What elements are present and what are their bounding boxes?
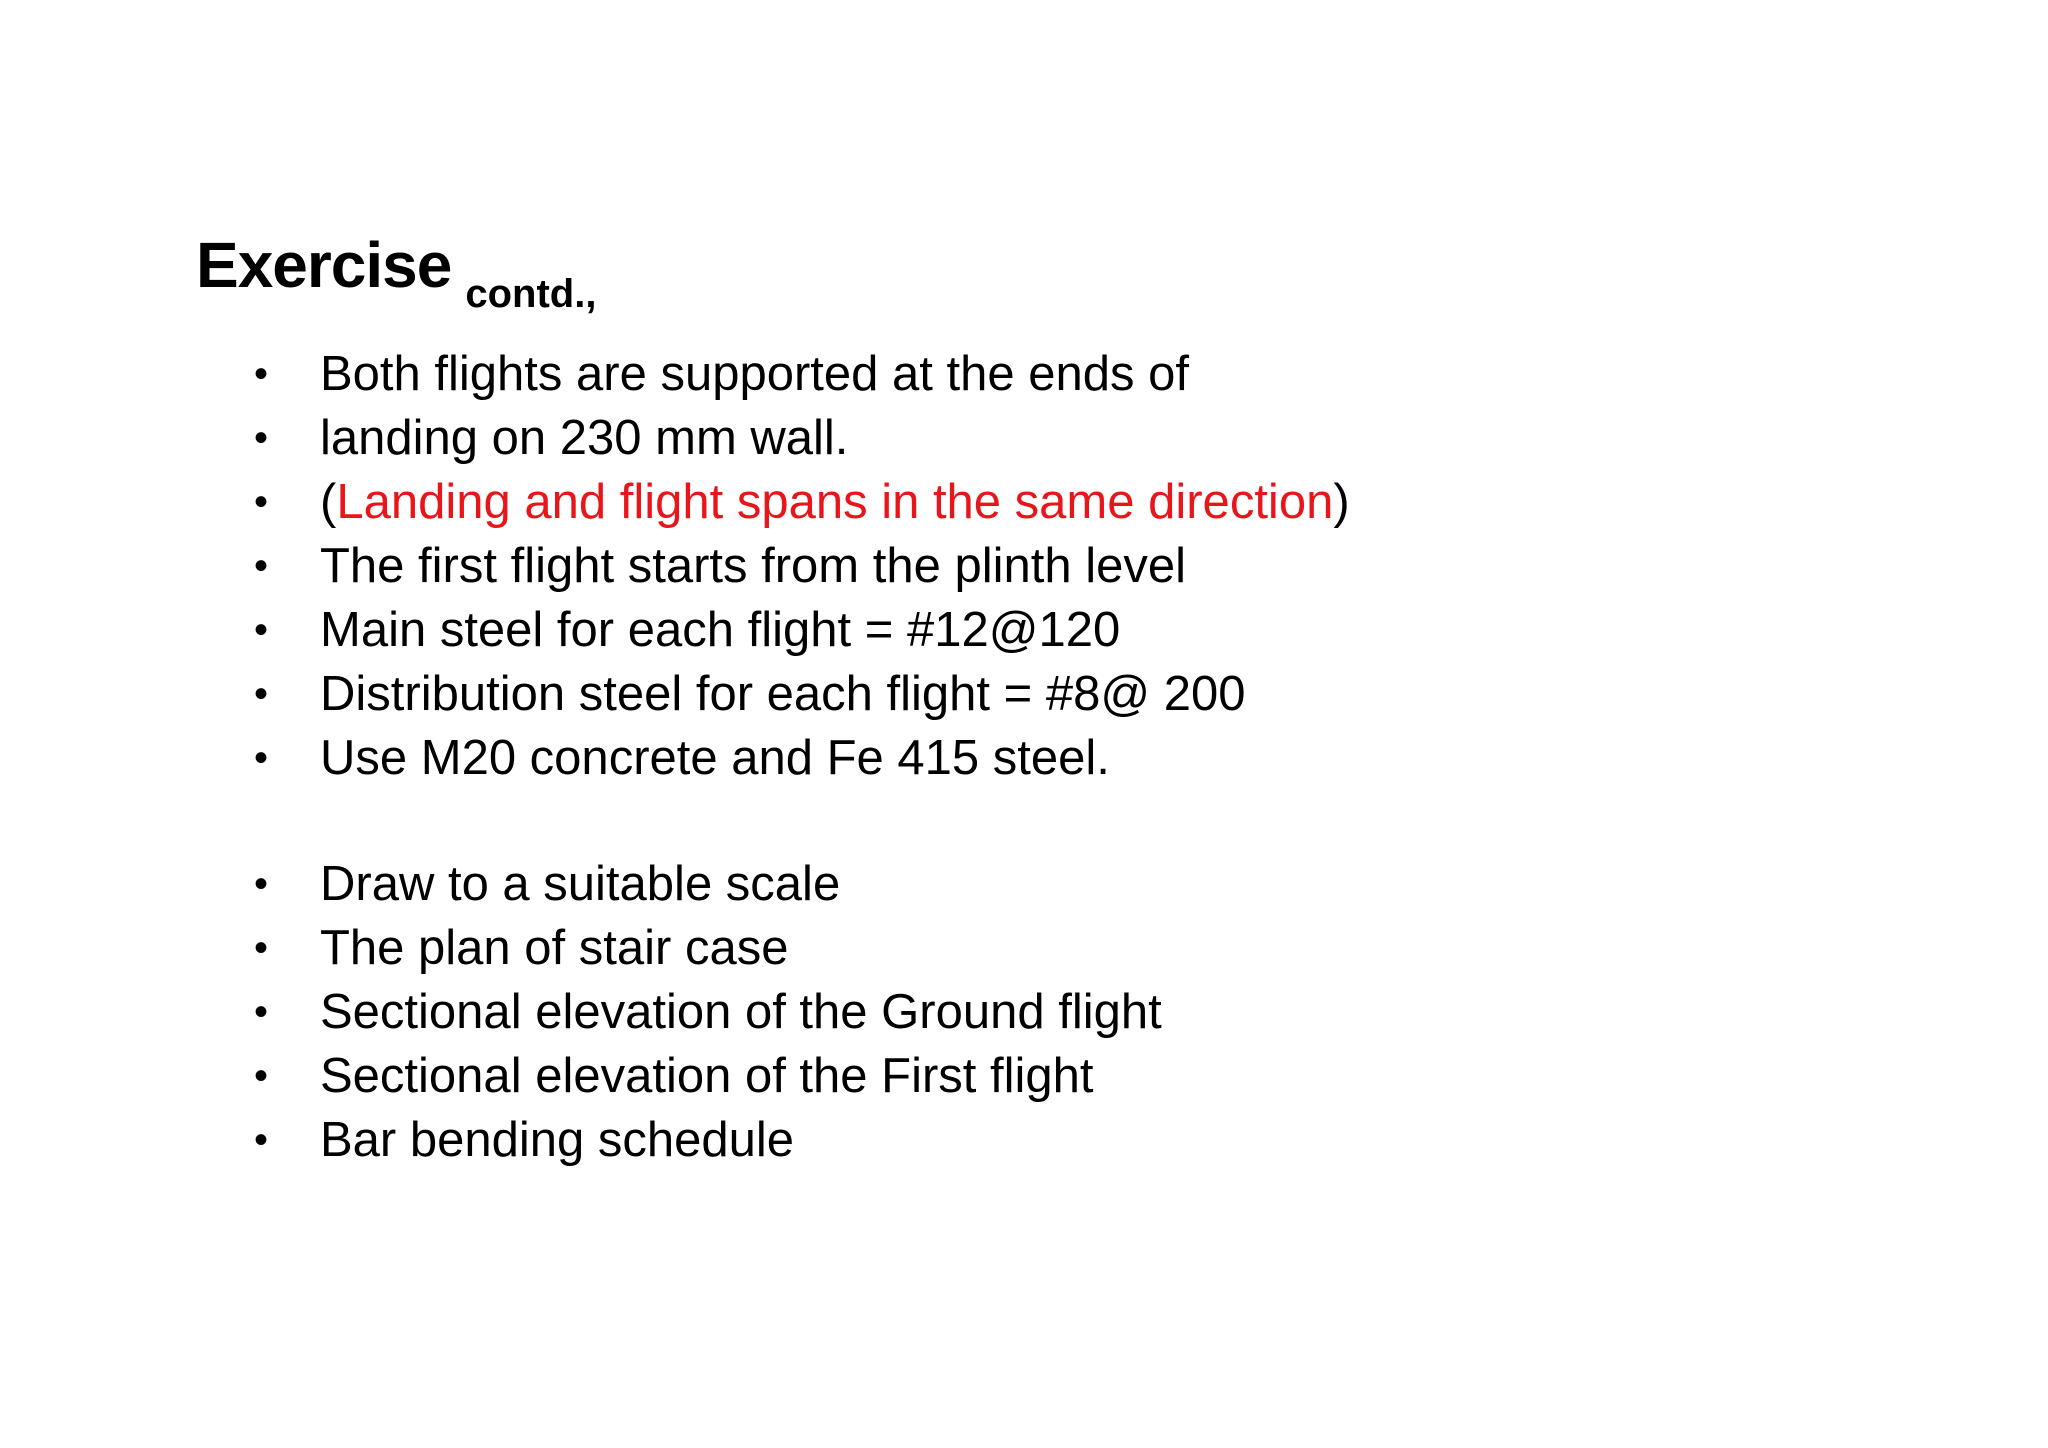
list-item-text: Distribution steel for each flight = #8@ 200 bbox=[320, 667, 1246, 721]
bullet-icon: • bbox=[254, 926, 269, 970]
list-item-text: Both flights are supported at the ends of bbox=[320, 347, 1189, 401]
list-item-text: Sectional elevation of the First flight bbox=[320, 1049, 1094, 1103]
list-item-text: Use M20 concrete and Fe 415 steel. bbox=[320, 731, 1110, 785]
paren-open: ( bbox=[320, 475, 337, 529]
bullet-icon: • bbox=[254, 608, 269, 652]
bullet-icon: • bbox=[254, 862, 269, 906]
list-item-text bbox=[320, 470, 1350, 534]
slide-title bbox=[196, 228, 597, 316]
highlighted-text: Landing and flight spans in the same direction bbox=[336, 475, 1334, 529]
list-item-text: landing on 230 mm wall. bbox=[320, 411, 849, 465]
list-item-text: Sectional elevation of the Ground flight bbox=[320, 985, 1162, 1039]
bullet-icon: • bbox=[254, 480, 269, 524]
bullet-icon: • bbox=[254, 544, 269, 588]
bullet-icon: • bbox=[254, 672, 269, 716]
list-item-text: Bar bending schedule bbox=[320, 1113, 795, 1167]
paren-close: ) bbox=[1333, 475, 1350, 529]
bullet-icon: • bbox=[254, 1118, 269, 1162]
title-subscript: contd., bbox=[465, 272, 597, 316]
bullet-icon: • bbox=[254, 416, 269, 460]
title-main: Exercise bbox=[196, 229, 452, 301]
bullet-icon: • bbox=[254, 352, 269, 396]
bullet-icon: • bbox=[254, 736, 269, 780]
bullet-icon: • bbox=[254, 1054, 269, 1098]
list-item-text: The plan of stair case bbox=[320, 921, 789, 975]
bullet-icon: • bbox=[254, 990, 269, 1034]
list-item-text: Main steel for each flight = #12@120 bbox=[320, 603, 1121, 657]
list-item-text: The first flight starts from the plinth level bbox=[320, 539, 1186, 593]
list-item-text: Draw to a suitable scale bbox=[320, 857, 841, 911]
